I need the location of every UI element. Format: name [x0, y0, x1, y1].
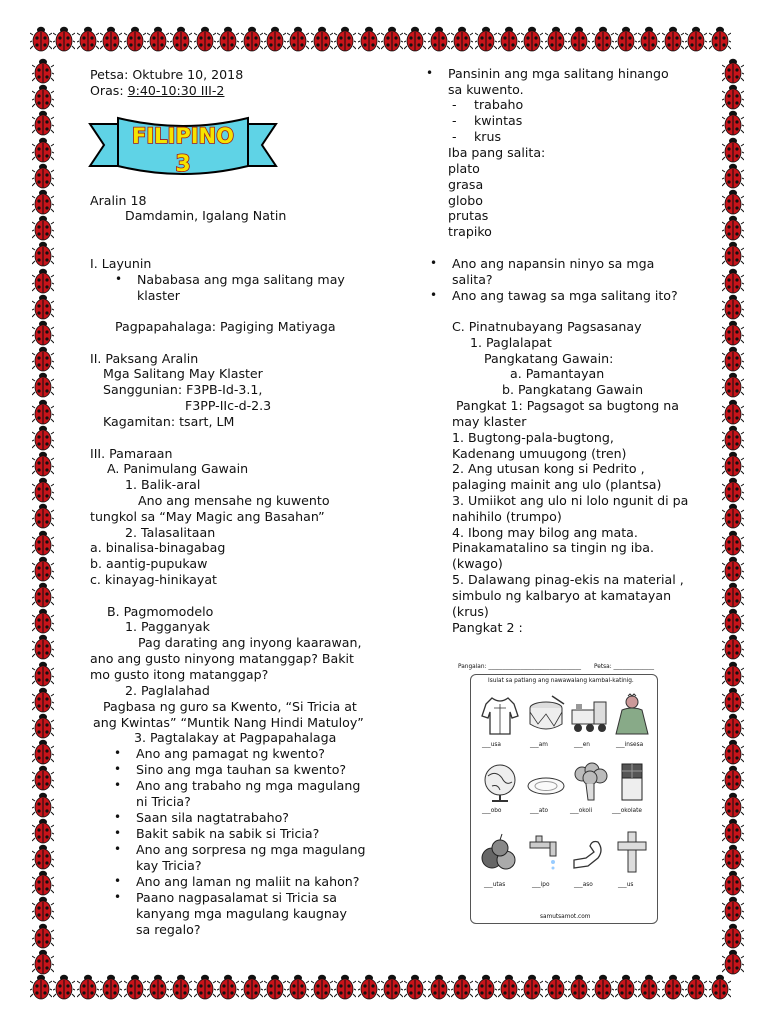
drum-icon: [524, 694, 568, 738]
ladybug-icon: [147, 974, 169, 1000]
section-c: C. Pinatnubayang Pagsasanay: [452, 319, 642, 334]
princess-icon: [610, 692, 654, 736]
ladybug-icon: [32, 556, 54, 582]
ladybug-icon: [722, 425, 744, 451]
blank-word: ___insesa: [616, 742, 644, 748]
ladybug-icon: [32, 268, 54, 294]
iba-word: prutas: [448, 208, 489, 223]
pagtalakay: 3. Pagtalakay at Pagpapahalaga: [134, 730, 337, 745]
ladybug-icon: [241, 26, 263, 52]
dash-mark: -: [452, 113, 457, 128]
ladybug-icon: [32, 634, 54, 660]
ladybug-icon: [32, 687, 54, 713]
question-item: • Ano ang laman ng maliit na kahon?: [136, 874, 359, 890]
layunin-bullet-cont: klaster: [137, 288, 180, 303]
question-tawag: • Ano ang tawag sa mga salitang ito?: [452, 288, 678, 304]
time-line: Oras: 9:40-10:30 III-2: [90, 83, 225, 98]
ladybug-icon: [428, 26, 450, 52]
layunin-heading: I. Layunin: [90, 256, 152, 271]
train-icon: [568, 694, 612, 738]
ladybug-icon: [685, 974, 707, 1000]
ladybug-icon: [32, 58, 54, 84]
worksheet-footer: samutsamot.com: [540, 914, 591, 920]
ladybug-icon: [170, 26, 192, 52]
ladybug-icon: [722, 634, 744, 660]
ladybug-icon: [722, 110, 744, 136]
chocolate-icon: [610, 760, 654, 804]
ladybug-border-top: [0, 22, 768, 56]
pagpapahalaga: Pagpapahalaga: Pagiging Matiyaga: [115, 319, 336, 334]
pamantayan: a. Pamantayan: [510, 366, 605, 381]
riddle-line: 4. Ibong may bilog ang mata.: [452, 525, 638, 540]
pagganyak-text-2: ano ang gusto ninyong matanggap? Bakit: [90, 651, 354, 666]
ladybug-icon: [32, 84, 54, 110]
ladybug-icon: [32, 765, 54, 791]
globe-icon: [478, 760, 522, 804]
ladybug-icon: [32, 792, 54, 818]
question-item: • Sino ang mga tauhan sa kwento?: [136, 762, 346, 778]
fruits-icon: [478, 832, 522, 876]
ladybug-icon: [404, 974, 426, 1000]
pagganyak-text-1: Pag darating ang inyong kaarawan,: [138, 635, 362, 650]
ladybug-icon: [451, 974, 473, 1000]
ladybug-icon: [32, 923, 54, 949]
pangkat-1: Pangkat 1: Pagsagot sa bugtong na: [456, 398, 679, 413]
blank-word: ___utas: [484, 882, 506, 888]
ladybug-icon: [545, 26, 567, 52]
ladybug-icon: [32, 503, 54, 529]
section-a: A. Panimulang Gawain: [107, 461, 249, 476]
ladybug-icon: [722, 923, 744, 949]
ladybug-icon: [32, 949, 54, 975]
question-item: • Paano nagpasalamat si Tricia sa: [136, 890, 337, 906]
ladybug-icon: [568, 26, 590, 52]
ladybug-icon: [722, 870, 744, 896]
blouse-icon: [478, 694, 522, 738]
date-line: Petsa: Oktubre 10, 2018: [90, 67, 244, 82]
paglalahad-text-1: Pagbasa ng guro sa Kwento, “Si Tricia at: [103, 699, 357, 714]
ladybug-icon: [358, 26, 380, 52]
blank-word: ___okolate: [612, 808, 642, 814]
faucet-icon: [524, 832, 568, 876]
ladybug-icon: [722, 241, 744, 267]
aralin-title: Damdamin, Igalang Natin: [125, 208, 287, 223]
ladybug-icon: [170, 974, 192, 1000]
ladybug-icon: [722, 739, 744, 765]
ladybug-icon: [124, 974, 146, 1000]
ladybug-icon: [722, 687, 744, 713]
blank-word: ___en: [574, 742, 590, 748]
ladybug-icon: [722, 268, 744, 294]
pagganyak-text-3: mo gusto itong matanggap?: [90, 667, 269, 682]
ladybug-icon: [32, 451, 54, 477]
ladybug-icon: [521, 974, 543, 1000]
question-napansin-cont: salita?: [452, 272, 493, 287]
worksheet-name-line: Pangalan: ________________________________: [458, 664, 582, 670]
ladybug-icon: [32, 294, 54, 320]
ladybug-icon: [194, 26, 216, 52]
story-word: krus: [474, 129, 502, 144]
ladybug-icon: [638, 974, 660, 1000]
ladybug-icon: [404, 26, 426, 52]
ladybug-icon: [722, 58, 744, 84]
riddle-line: 1. Bugtong-pala-bugtong,: [452, 430, 614, 445]
riddle-line: simbulo ng kalbaryo at kamatayan: [452, 588, 672, 603]
ladybug-icon: [615, 26, 637, 52]
iba-word: globo: [448, 193, 483, 208]
ladybug-icon: [32, 163, 54, 189]
ladybug-icon: [722, 503, 744, 529]
ladybug-icon: [722, 582, 744, 608]
ladybug-icon: [722, 137, 744, 163]
ladybug-icon: [722, 949, 744, 975]
ladybug-icon: [100, 974, 122, 1000]
ladybug-border-right: [716, 0, 750, 1024]
ladybug-icon: [241, 974, 263, 1000]
ladybug-icon: [217, 26, 239, 52]
question-item: • Bakit sabik na sabik si Tricia?: [136, 826, 319, 842]
ladybug-icon: [334, 26, 356, 52]
vocab-item: b. aantig-pupukaw: [90, 556, 208, 571]
talasalitaan: 2. Talasalitaan: [125, 525, 216, 540]
ladybug-icon: [32, 372, 54, 398]
ladybug-icon: [32, 110, 54, 136]
layunin-bullet: • Nababasa ang mga salitang may: [137, 272, 345, 288]
ladybug-icon: [722, 163, 744, 189]
question-item: • Saan sila nagtatrabaho?: [136, 810, 289, 826]
ladybug-icon: [264, 974, 286, 1000]
dash-mark: -: [452, 129, 457, 144]
ladybug-icon: [568, 974, 590, 1000]
paksa-topic: Mga Salitang May Klaster: [103, 366, 263, 381]
ladybug-icon: [77, 26, 99, 52]
filipino-banner: [88, 110, 278, 194]
question-item-cont: ni Tricia?: [136, 794, 191, 809]
pamaraan-heading: III. Pamaraan: [90, 446, 173, 461]
blank-word: ___us: [618, 882, 634, 888]
dash-mark: -: [452, 97, 457, 112]
ladybug-icon: [475, 26, 497, 52]
ladybug-icon: [545, 974, 567, 1000]
paglalahad-text-2: ang Kwintas” “Muntik Nang Hindi Matuloy”: [93, 715, 364, 730]
paglalahad: 2. Paglalahad: [125, 683, 210, 698]
ladybug-icon: [32, 320, 54, 346]
ladybug-icon: [32, 739, 54, 765]
riddle-line: 2. Ang utusan kong si Pedrito ,: [452, 461, 645, 476]
ladybug-icon: [32, 189, 54, 215]
ladybug-icon: [722, 713, 744, 739]
ladybug-icon: [287, 974, 309, 1000]
blank-word: ___ipo: [532, 882, 550, 888]
riddle-line: (krus): [452, 604, 489, 619]
ladybug-icon: [194, 974, 216, 1000]
question-item: • Ano ang sorpresa ng mga magulang: [136, 842, 366, 858]
banner-title: FILIPINO: [132, 124, 234, 148]
question-item-cont: sa regalo?: [136, 922, 201, 937]
ladybug-icon: [311, 26, 333, 52]
ladybug-border-left: [26, 0, 60, 1024]
riddle-line: 5. Dalawang pinag-ekis na material ,: [452, 572, 684, 587]
banner-number: 3: [175, 152, 191, 177]
ladybug-icon: [32, 215, 54, 241]
blank-word: ___ato: [530, 808, 549, 814]
ladybug-border-bottom: [0, 970, 768, 1004]
ladybug-icon: [498, 974, 520, 1000]
ladybug-icon: [217, 974, 239, 1000]
ladybug-icon: [722, 765, 744, 791]
balik-aral-text-1: Ano ang mensahe ng kuwento: [138, 493, 330, 508]
question-item-cont: kay Tricia?: [136, 858, 202, 873]
ladybug-icon: [722, 556, 744, 582]
blank-word: ___okoli: [570, 808, 593, 814]
blank-word: ___am: [530, 742, 548, 748]
pangkatang-gawain-b: b. Pangkatang Gawain: [502, 382, 644, 397]
riddle-line: palaging mainit ang ulo (plantsa): [452, 477, 662, 492]
question-item-cont: kanyang mga magulang kaugnay: [136, 906, 347, 921]
vocab-item: a. binalisa-binagabag: [90, 540, 226, 555]
pangkat-2: Pangkat 2 :: [452, 620, 523, 635]
ladybug-icon: [32, 530, 54, 556]
worksheet-instruction: Isulat sa patlang ang nawawalang kambal-katinig.: [488, 678, 634, 684]
ladybug-icon: [722, 844, 744, 870]
ladybug-icon: [287, 26, 309, 52]
ladybug-icon: [722, 818, 744, 844]
iba-word: plato: [448, 161, 480, 176]
iba-word: trapiko: [448, 224, 492, 239]
ladybug-icon: [32, 896, 54, 922]
ladybug-icon: [358, 974, 380, 1000]
pansinin-bullet: • Pansinin ang mga salitang hinango: [448, 66, 669, 82]
balik-aral-text-2: tungkol sa “May Magic ang Basahan”: [90, 509, 325, 524]
question-item: • Ano ang pamagat ng kwento?: [136, 746, 325, 762]
ladybug-icon: [592, 26, 614, 52]
paksa-heading: II. Paksang Aralin: [90, 351, 199, 366]
blank-word: ___obo: [482, 808, 502, 814]
ladybug-icon: [32, 818, 54, 844]
ladybug-icon: [32, 425, 54, 451]
kagamitan: Kagamitan: tsart, LM: [103, 414, 235, 429]
ladybug-icon: [32, 346, 54, 372]
paglalapat: 1. Paglalapat: [470, 335, 552, 350]
question-napansin: • Ano ang napansin ninyo sa mga: [452, 256, 654, 272]
ladybug-icon: [722, 84, 744, 110]
ladybug-icon: [32, 477, 54, 503]
ladybug-icon: [722, 451, 744, 477]
ladybug-icon: [32, 608, 54, 634]
ladybug-icon: [722, 608, 744, 634]
sanggunian-2: F3PP-IIc-d-2.3: [185, 398, 272, 413]
ladybug-icon: [475, 974, 497, 1000]
ladybug-icon: [32, 137, 54, 163]
ladybug-icon: [722, 399, 744, 425]
aralin-number: Aralin 18: [90, 193, 147, 208]
ladybug-icon: [147, 26, 169, 52]
kambal-katinig-worksheet: [456, 660, 668, 932]
ladybug-icon: [32, 661, 54, 687]
balik-aral: 1. Balik-aral: [125, 477, 201, 492]
ladybug-icon: [264, 26, 286, 52]
ladybug-icon: [77, 974, 99, 1000]
riddle-line: (kwago): [452, 556, 503, 571]
ladybug-icon: [498, 26, 520, 52]
ladybug-icon: [722, 661, 744, 687]
riddle-line: nahihilo (trumpo): [452, 509, 562, 524]
ladybug-icon: [722, 477, 744, 503]
ladybug-icon: [32, 241, 54, 267]
ladybug-icon: [662, 974, 684, 1000]
riddle-line: Kadenang umuugong (tren): [452, 446, 627, 461]
story-word: kwintas: [474, 113, 523, 128]
ladybug-icon: [381, 974, 403, 1000]
pangkatang-gawain: Pangkatang Gawain:: [484, 351, 614, 366]
ladybug-icon: [638, 26, 660, 52]
ladybug-icon: [451, 26, 473, 52]
ladybug-icon: [381, 26, 403, 52]
story-word: trabaho: [474, 97, 524, 112]
riddle-line: Pinakamatalino sa tingin ng iba.: [452, 540, 655, 555]
vocab-item: c. kinayag-hinikayat: [90, 572, 217, 587]
ladybug-icon: [722, 530, 744, 556]
blank-word: ___aso: [574, 882, 593, 888]
sanggunian-1: Sanggunian: F3PB-Id-3.1,: [103, 382, 263, 397]
ladybug-icon: [32, 713, 54, 739]
ladybug-icon: [100, 26, 122, 52]
ladybug-icon: [722, 372, 744, 398]
ladybug-icon: [662, 26, 684, 52]
ladybug-icon: [521, 26, 543, 52]
ladybug-icon: [722, 215, 744, 241]
plate-icon: [524, 760, 568, 804]
ladybug-icon: [311, 974, 333, 1000]
ladybug-icon: [722, 896, 744, 922]
iba-heading: Iba pang salita:: [448, 145, 546, 160]
ladybug-icon: [124, 26, 146, 52]
pagganyak: 1. Pagganyak: [125, 619, 210, 634]
ladybug-icon: [615, 974, 637, 1000]
ladybug-icon: [685, 26, 707, 52]
blank-word: ___usa: [482, 742, 501, 748]
riddle-line: 3. Umiikot ang ulo ni lolo ngunit di pa: [452, 493, 689, 508]
pansinin-cont: sa kuwento.: [448, 82, 524, 97]
ladybug-icon: [32, 844, 54, 870]
ladybug-icon: [334, 974, 356, 1000]
ladybug-icon: [32, 399, 54, 425]
pangkat-1-cont: may klaster: [452, 414, 527, 429]
ladybug-icon: [722, 346, 744, 372]
ladybug-icon: [722, 792, 744, 818]
ladybug-icon: [722, 320, 744, 346]
ladybug-icon: [592, 974, 614, 1000]
section-b: B. Pagmomodelo: [107, 604, 214, 619]
iba-word: grasa: [448, 177, 484, 192]
ladybug-icon: [722, 189, 744, 215]
ladybug-icon: [722, 294, 744, 320]
worksheet-date-line: Petsa: ______________: [594, 664, 655, 670]
ladybug-icon: [32, 870, 54, 896]
ladybug-icon: [32, 582, 54, 608]
broccoli-icon: [568, 760, 612, 804]
arm-icon: [568, 832, 612, 876]
cross-icon: [610, 830, 654, 874]
ladybug-icon: [428, 974, 450, 1000]
question-item: • Ano ang trabaho ng mga magulang: [136, 778, 360, 794]
